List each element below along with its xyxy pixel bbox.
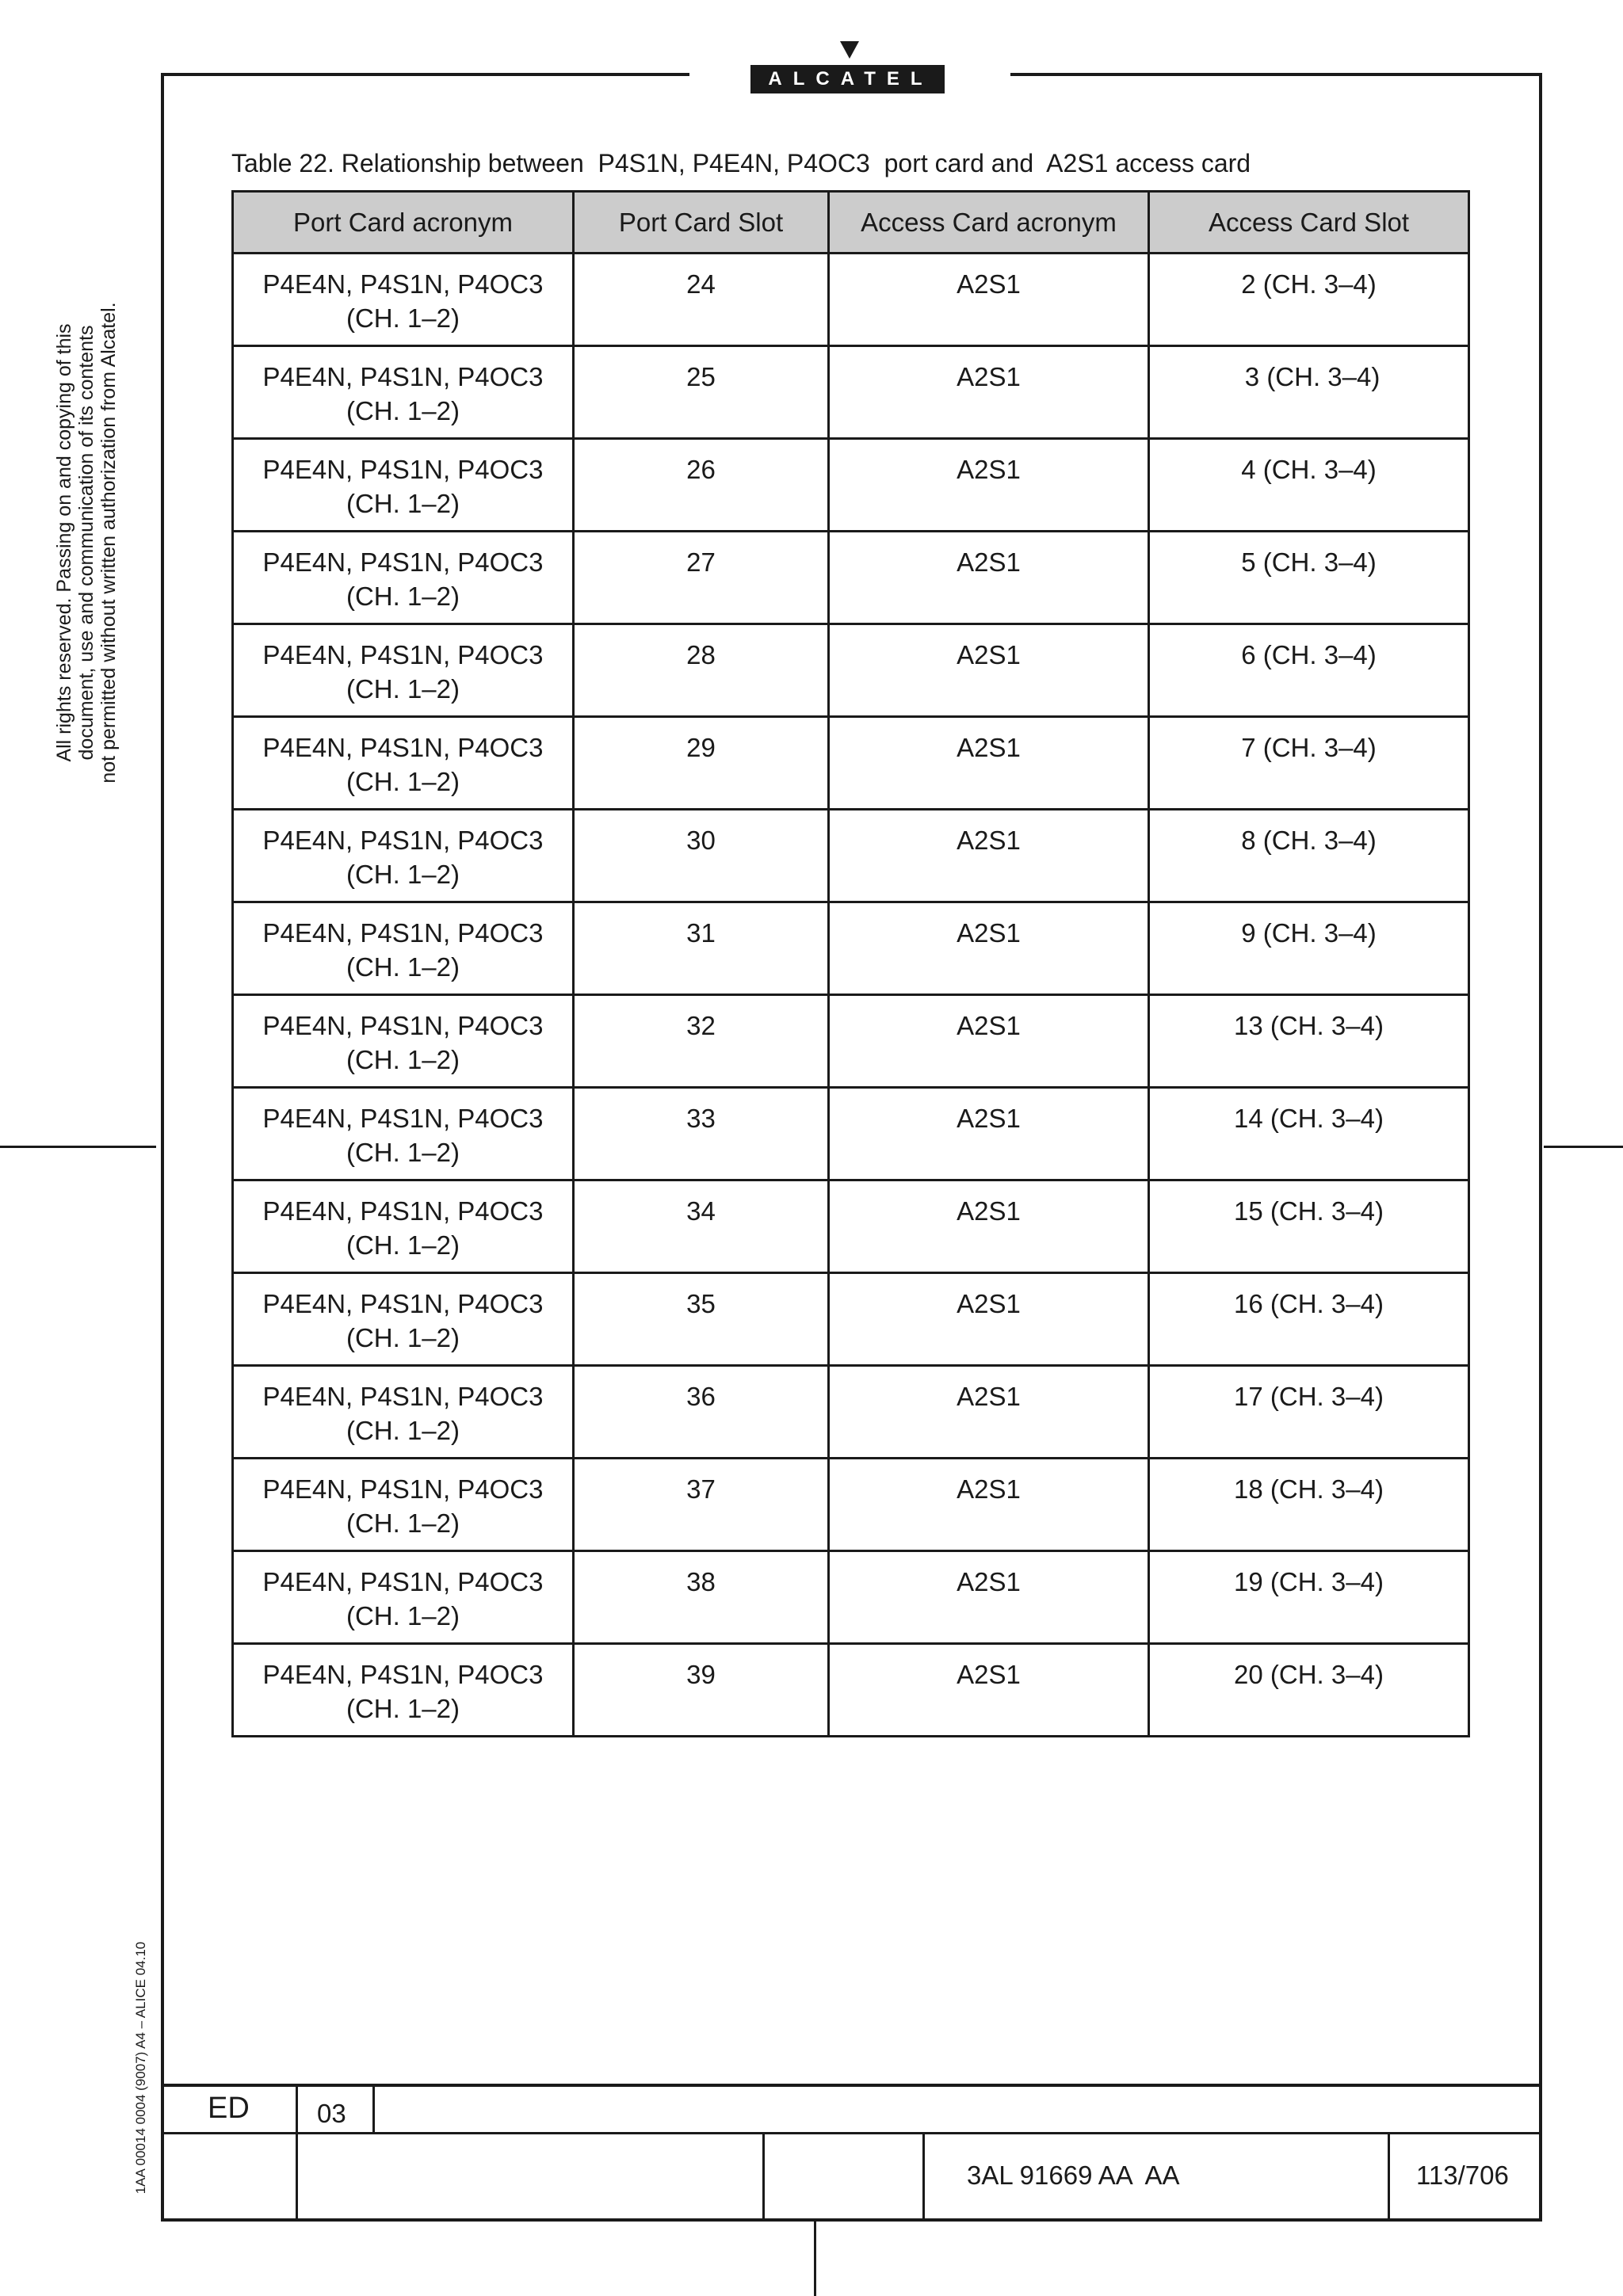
copyright-line-3: not permitted without written authorization from Alcatel. [97,302,120,784]
port-slot-cell: 24 [574,254,829,346]
table-caption: Table 22. Relationship between P4S1N, P4E4N, P4OC3 port card and A2S1 access card [231,149,1251,177]
port-card-name: P4E4N, P4S1N, P4OC3 [262,1474,544,1504]
title-block-divider-3 [762,2133,765,2220]
table-row [233,1644,1469,1737]
table-row [233,1366,1469,1459]
table-row [233,346,1469,439]
access-slot-cell: 8 (CH. 3–4) [1149,810,1469,902]
table-header-row [233,192,1469,254]
port-card-cell [233,439,574,532]
access-slot-cell: 3 (CH. 3–4) [1149,346,1469,439]
port-slot-cell: 39 [574,1644,829,1737]
access-slot-cell: 5 (CH. 3–4) [1149,532,1469,624]
header-access-card-slot: Access Card Slot [1149,192,1469,254]
port-card-cell [233,1459,574,1551]
title-block-divider-4 [922,2133,925,2220]
access-slot-cell: 6 (CH. 3–4) [1149,624,1469,717]
access-card-cell: A2S1 [829,1180,1149,1273]
access-slot-cell: 14 (CH. 3–4) [1149,1088,1469,1180]
port-card-cell [233,1644,574,1737]
alcatel-logo: ALCATEL [750,65,945,93]
port-slot-cell: 38 [574,1551,829,1644]
logo-triangle-icon [840,41,859,59]
copyright-line-2: document, use and communication of its contents [75,325,97,761]
port-card-name: P4E4N, P4S1N, P4OC3 [262,455,544,484]
port-card-cell [233,1273,574,1366]
access-slot-cell: 13 (CH. 3–4) [1149,995,1469,1088]
document-number: 3AL 91669 AA AA [967,2161,1180,2190]
header-port-card-slot: Port Card Slot [574,192,829,254]
port-card-cell [233,717,574,810]
port-slot-cell: 25 [574,346,829,439]
port-card-name: P4E4N, P4S1N, P4OC3 [262,547,544,577]
port-slot-cell: 26 [574,439,829,532]
access-card-cell: A2S1 [829,439,1149,532]
port-card-channels: (CH. 1–2) [346,1138,460,1167]
frame-top-border-right [1010,73,1542,76]
port-card-cell [233,995,574,1088]
table-row [233,532,1469,624]
fold-mark-bottom [814,2222,816,2296]
port-card-cell [233,902,574,995]
access-card-cell: A2S1 [829,532,1149,624]
port-card-cell [233,810,574,902]
table-row [233,624,1469,717]
header-access-card-acronym: Access Card acronym [829,192,1149,254]
relationship-table [231,190,1470,1737]
port-slot-cell: 29 [574,717,829,810]
frame-top-border-left [161,73,689,76]
table-row [233,1459,1469,1551]
port-card-name: P4E4N, P4S1N, P4OC3 [262,1660,544,1689]
title-block-divider-1 [296,2084,298,2220]
port-card-cell [233,1366,574,1459]
table-row [233,1273,1469,1366]
port-card-cell [233,1180,574,1273]
table-row [233,810,1469,902]
port-card-channels: (CH. 1–2) [346,1230,460,1260]
port-card-channels: (CH. 1–2) [346,1045,460,1074]
form-code: 1AA 00014 0004 (9007) A4 – ALICE 04.10 [133,1941,148,2195]
port-slot-cell: 31 [574,902,829,995]
port-card-name: P4E4N, P4S1N, P4OC3 [262,1289,544,1318]
port-card-cell [233,1088,574,1180]
table-body [233,254,1469,1737]
frame-bottom-border [161,2218,1542,2222]
access-card-cell: A2S1 [829,1088,1149,1180]
access-slot-cell: 16 (CH. 3–4) [1149,1273,1469,1366]
frame-right-border [1539,73,1542,2222]
port-slot-cell: 34 [574,1180,829,1273]
edition-number: 03 [317,2099,346,2128]
port-card-cell [233,624,574,717]
port-card-name: P4E4N, P4S1N, P4OC3 [262,1104,544,1133]
port-card-cell [233,1551,574,1644]
port-card-channels: (CH. 1–2) [346,1601,460,1630]
access-slot-cell: 18 (CH. 3–4) [1149,1459,1469,1551]
table-row [233,717,1469,810]
port-card-cell [233,346,574,439]
access-card-cell: A2S1 [829,1551,1149,1644]
title-block-middle-rule [161,2132,1542,2134]
frame-left-border [161,73,164,2222]
port-card-cell [233,532,574,624]
port-card-channels: (CH. 1–2) [346,767,460,796]
table-row [233,1088,1469,1180]
table-row [233,995,1469,1088]
port-card-channels: (CH. 1–2) [346,952,460,982]
access-slot-cell: 20 (CH. 3–4) [1149,1644,1469,1737]
port-card-channels: (CH. 1–2) [346,396,460,425]
port-slot-cell: 37 [574,1459,829,1551]
port-card-name: P4E4N, P4S1N, P4OC3 [262,733,544,762]
access-card-cell: A2S1 [829,1366,1149,1459]
port-card-name: P4E4N, P4S1N, P4OC3 [262,269,544,299]
access-card-cell: A2S1 [829,346,1149,439]
header-port-card-acronym: Port Card acronym [233,192,574,254]
port-card-channels: (CH. 1–2) [346,860,460,889]
access-card-cell: A2S1 [829,1459,1149,1551]
port-slot-cell: 30 [574,810,829,902]
title-block-divider-2 [372,2084,375,2133]
port-card-cell [233,254,574,346]
port-slot-cell: 27 [574,532,829,624]
access-slot-cell: 7 (CH. 3–4) [1149,717,1469,810]
access-slot-cell: 2 (CH. 3–4) [1149,254,1469,346]
port-card-name: P4E4N, P4S1N, P4OC3 [262,826,544,855]
port-card-name: P4E4N, P4S1N, P4OC3 [262,1382,544,1411]
table-row [233,1551,1469,1644]
port-card-name: P4E4N, P4S1N, P4OC3 [262,640,544,669]
access-slot-cell: 19 (CH. 3–4) [1149,1551,1469,1644]
port-card-channels: (CH. 1–2) [346,1416,460,1445]
table-row [233,1180,1469,1273]
port-card-name: P4E4N, P4S1N, P4OC3 [262,918,544,948]
access-card-cell: A2S1 [829,254,1149,346]
port-card-channels: (CH. 1–2) [346,674,460,704]
port-card-name: P4E4N, P4S1N, P4OC3 [262,1196,544,1226]
access-slot-cell: 15 (CH. 3–4) [1149,1180,1469,1273]
access-card-cell: A2S1 [829,1273,1149,1366]
port-slot-cell: 36 [574,1366,829,1459]
access-slot-cell: 17 (CH. 3–4) [1149,1366,1469,1459]
title-block-top-rule [161,2084,1542,2087]
copyright-line-1: All rights reserved. Passing on and copying of this [53,323,75,762]
port-card-channels: (CH. 1–2) [346,1508,460,1538]
access-slot-cell: 9 (CH. 3–4) [1149,902,1469,995]
port-card-channels: (CH. 1–2) [346,489,460,518]
fold-mark-left [0,1146,156,1148]
access-card-cell: A2S1 [829,1644,1149,1737]
table-row [233,439,1469,532]
access-card-cell: A2S1 [829,624,1149,717]
copyright-notice [53,265,120,820]
table-row [233,902,1469,995]
port-card-channels: (CH. 1–2) [346,582,460,611]
port-card-name: P4E4N, P4S1N, P4OC3 [262,362,544,391]
fold-mark-right [1544,1146,1623,1148]
table-row [233,254,1469,346]
page-number: 113/706 [1416,2161,1509,2190]
port-slot-cell: 35 [574,1273,829,1366]
port-card-channels: (CH. 1–2) [346,1323,460,1352]
access-slot-cell: 4 (CH. 3–4) [1149,439,1469,532]
port-card-name: P4E4N, P4S1N, P4OC3 [262,1567,544,1596]
edition-label: ED [208,2092,250,2125]
port-card-name: P4E4N, P4S1N, P4OC3 [262,1011,544,1040]
access-card-cell: A2S1 [829,995,1149,1088]
access-card-cell: A2S1 [829,902,1149,995]
port-card-channels: (CH. 1–2) [346,303,460,333]
port-slot-cell: 32 [574,995,829,1088]
title-block-divider-5 [1388,2133,1390,2220]
port-slot-cell: 33 [574,1088,829,1180]
port-slot-cell: 28 [574,624,829,717]
port-card-channels: (CH. 1–2) [346,1694,460,1723]
access-card-cell: A2S1 [829,810,1149,902]
access-card-cell: A2S1 [829,717,1149,810]
